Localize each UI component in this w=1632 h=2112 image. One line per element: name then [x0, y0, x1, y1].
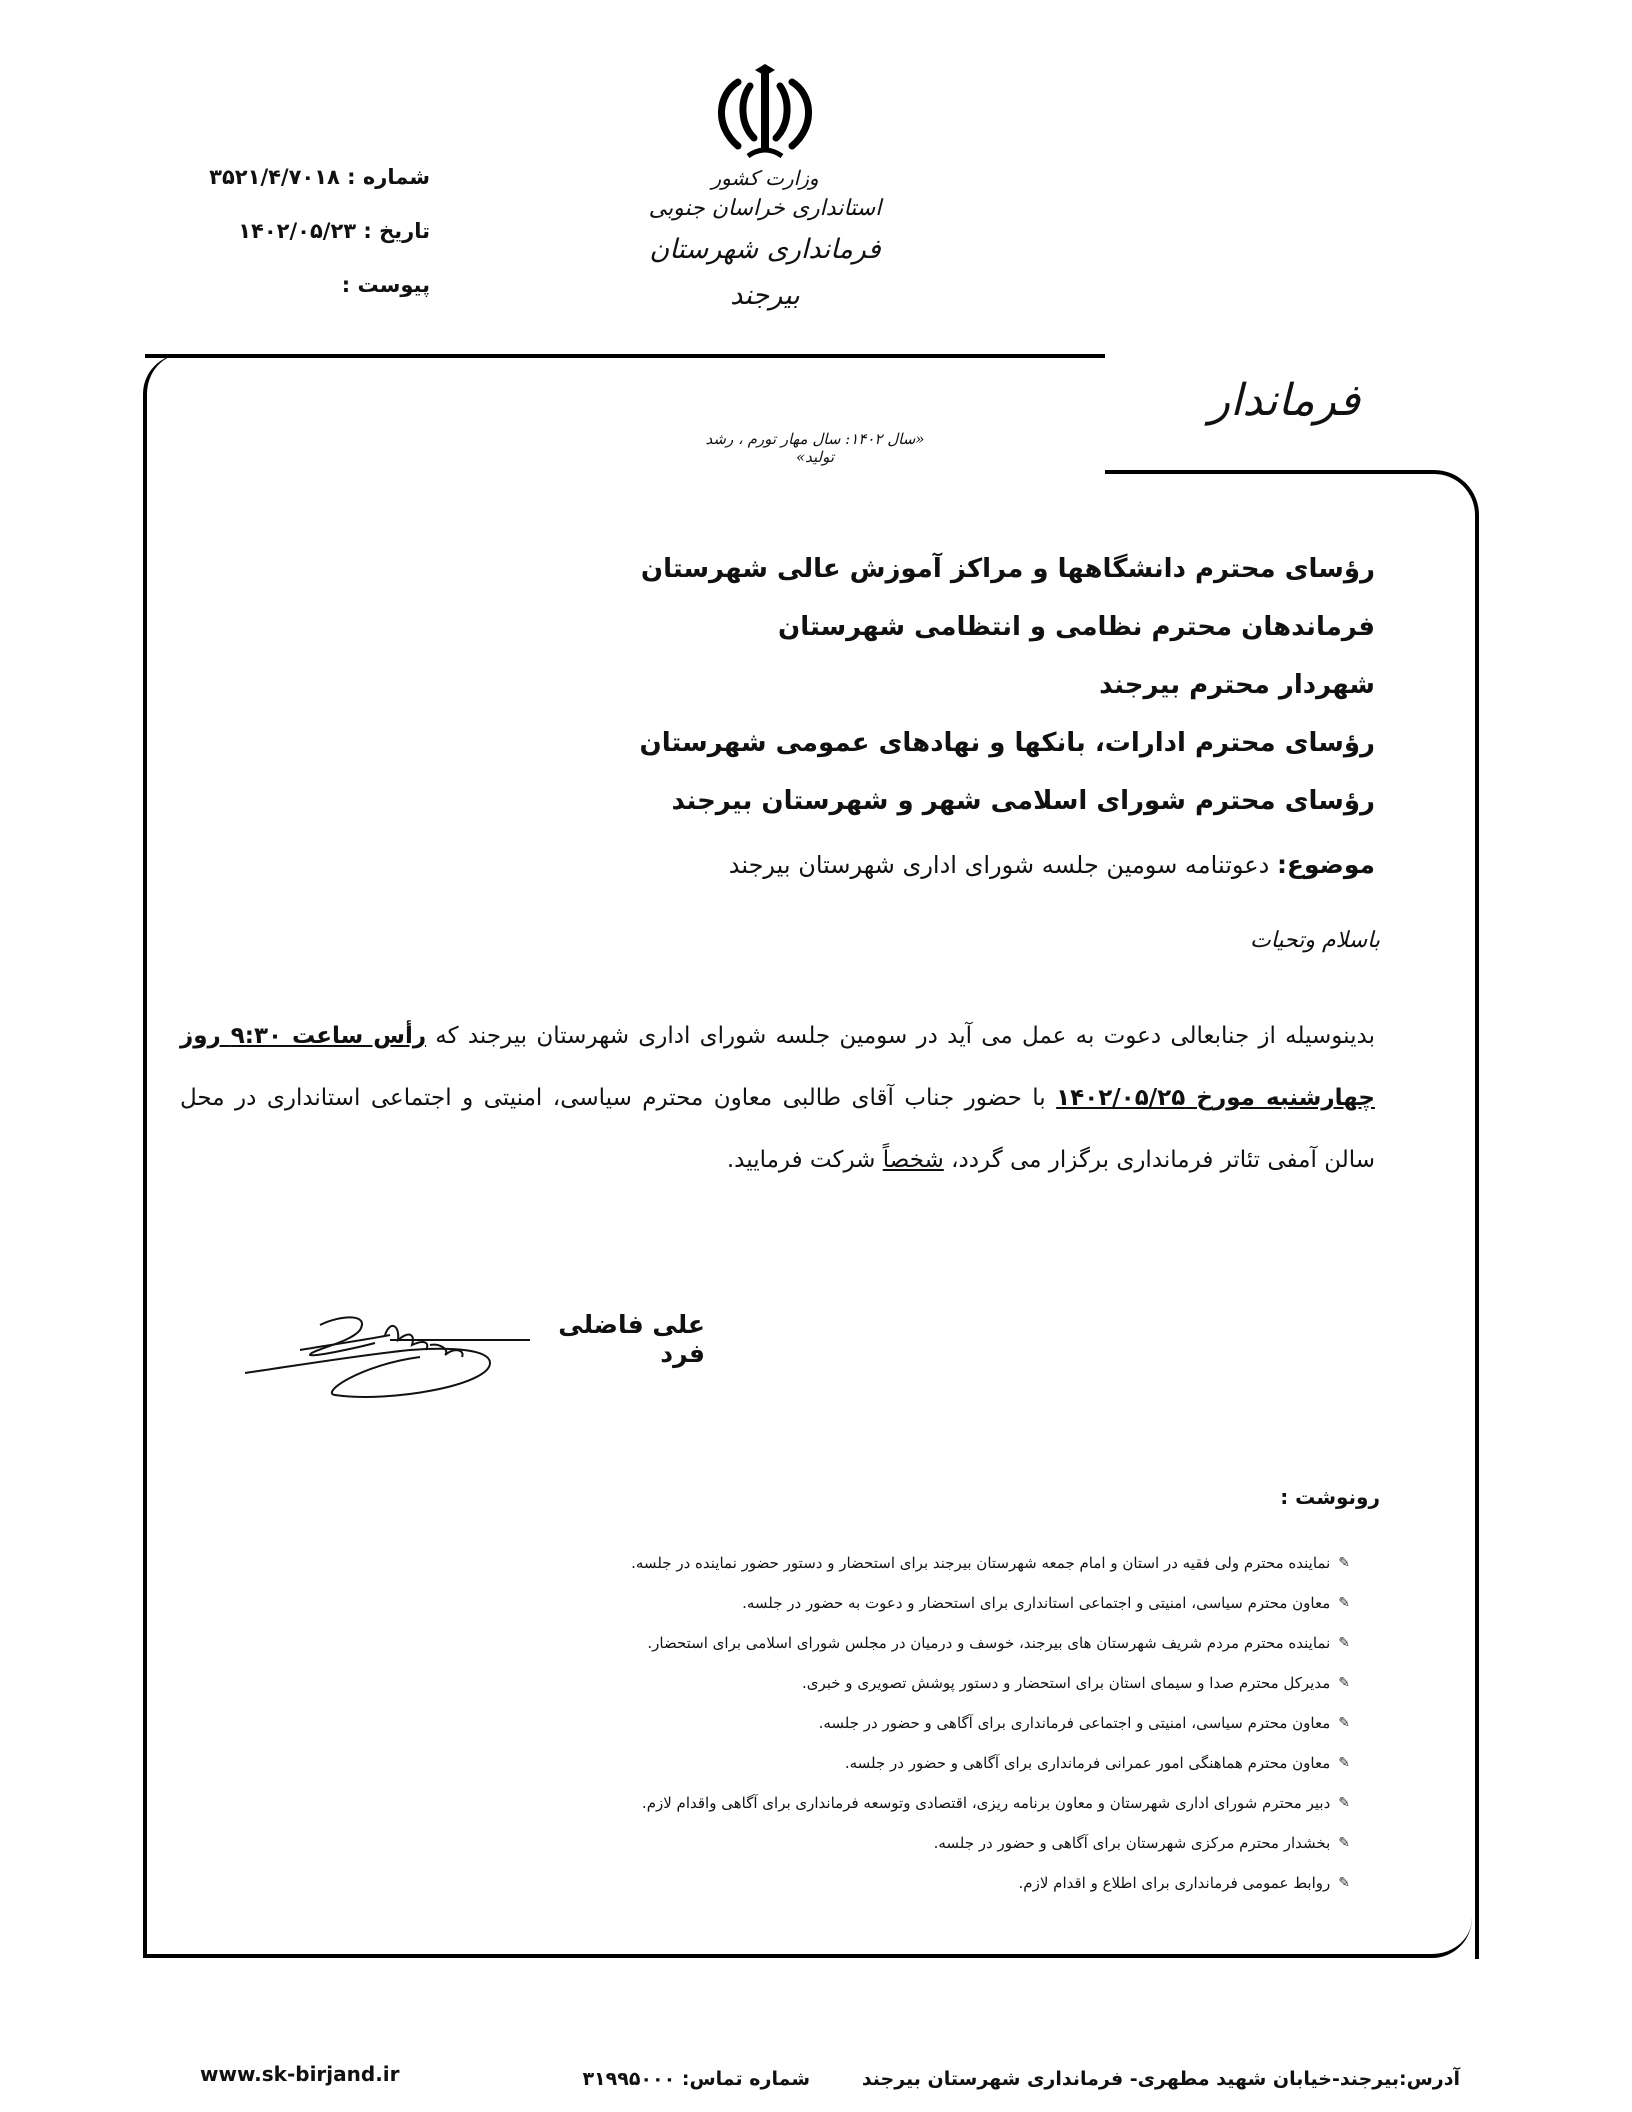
- subject-line: [700, 850, 1375, 879]
- pen-bullet-icon: ✎: [1338, 1555, 1350, 1571]
- recipients-list: [639, 540, 1375, 830]
- meeting-time-highlight: رأس ساعت ۹:۳۰ روز چهارشنبه مورخ ۱۴۰۲/۰۵/۲۵: [180, 1023, 1375, 1111]
- pen-bullet-icon: ✎: [1338, 1675, 1350, 1691]
- subject-label: موضوع:: [1276, 850, 1375, 879]
- copy-item: ✎ معاون محترم سیاسی، امنیتی و اجتماعی فرمانداری برای آگاهی و حضور در جلسه.: [818, 1714, 1350, 1732]
- governorate-name: فرمانداری شهرستان بیرجند: [649, 234, 881, 311]
- pen-bullet-icon: ✎: [1338, 1875, 1350, 1891]
- letter-attachment: پیوست :: [341, 273, 430, 297]
- recipient-line: فرماندهان محترم نظامی و انتظامی شهرستان: [778, 612, 1375, 642]
- footer-phone: شماره تماس: ۳۱۹۹۵۰۰۰: [582, 2068, 810, 2090]
- recipient-line: رؤسای محترم ادارات، بانکها و نهادهای عمومی شهرستان: [639, 728, 1375, 758]
- province-name: استانداری خراسان جنوبی: [648, 196, 882, 221]
- sender-title: فرماندار: [1208, 375, 1360, 426]
- pen-bullet-icon: ✎: [1338, 1795, 1350, 1811]
- greeting: باسلام وتحیات: [1249, 928, 1380, 953]
- letter-date: تاریخ : ۱۴۰۲/۰۵/۲۳: [238, 219, 430, 243]
- pen-bullet-icon: ✎: [1338, 1635, 1350, 1651]
- recipient-line: شهردار محترم بیرجند: [1099, 670, 1375, 700]
- letter-body: [180, 1005, 1375, 1191]
- footer-address: آدرس:بیرجند-خیابان شهید مطهری- فرمانداری شهرستان بیرجند: [861, 2068, 1460, 2090]
- copy-item: ✎ نماینده محترم مردم شریف شهرستان های بیرجند، خوسف و درمیان در مجلس شورای اسلامی برای استحضار.: [647, 1634, 1350, 1652]
- pen-bullet-icon: ✎: [1338, 1835, 1350, 1851]
- subject-text: دعوتنامه سومین جلسه شورای اداری شهرستان بیرجند: [728, 851, 1277, 879]
- issuer-block: [640, 165, 890, 319]
- signer-name: علی فاضلی فرد: [558, 1310, 705, 1368]
- pen-bullet-icon: ✎: [1338, 1755, 1350, 1771]
- body-text-3: شرکت فرمایید.: [726, 1147, 883, 1173]
- copy-item: ✎ معاون محترم سیاسی، امنیتی و اجتماعی استانداری برای استحضار و دعوت به حضور در جلسه.: [742, 1594, 1350, 1612]
- recipient-line: رؤسای محترم دانشگاهها و مراکز آموزش عالی شهرستان: [640, 554, 1375, 584]
- letter-metadata: [190, 150, 430, 312]
- copies-title: رونوشت :: [1280, 1485, 1380, 1509]
- copies-list: [480, 1543, 1350, 1903]
- recipient-line: رؤسای محترم شورای اسلامی شهر و شهرستان بیرجند: [671, 786, 1375, 816]
- ministry-name: وزارت کشور: [711, 166, 819, 190]
- copy-item: ✎ بخشدار محترم مرکزی شهرستان برای آگاهی و حضور در جلسه.: [933, 1834, 1350, 1852]
- body-text-1: بدینوسیله از جنابعالی دعوت به عمل می آید در سومین جلسه شورای اداری شهرستان بیرجند که: [426, 1023, 1375, 1049]
- body-underlined-word: شخصاً: [882, 1147, 944, 1173]
- footer-website-link[interactable]: www.sk-birjand.ir: [200, 2062, 400, 2086]
- copy-item: ✎ نماینده محترم ولی فقیه در استان و امام جمعه شهرستان بیرجند برای استحضار و دستور حضور نماینده در جلسه.: [631, 1554, 1350, 1572]
- pen-bullet-icon: ✎: [1338, 1715, 1350, 1731]
- copy-item: ✎ روابط عمومی فرمانداری برای اطلاع و اقدام لازم.: [1018, 1874, 1350, 1892]
- year-slogan: «سال ۱۴۰۲: سال مهار تورم ، رشد تولید»: [705, 430, 925, 466]
- copy-item: ✎ دبیر محترم شورای اداری شهرستان و معاون برنامه ریزی، اقتصادی وتوسعه فرمانداری برای آگاهی واقدام لازم.: [641, 1794, 1350, 1812]
- letter-number: شماره : ۳۵۲۱/۴/۷۰۱۸: [209, 165, 430, 189]
- pen-bullet-icon: ✎: [1338, 1595, 1350, 1611]
- body-text-2: با حضور جناب آقای طالبی معاون محترم سیاسی، امنیتی و اجتماعی استانداری در محل سالن آمفی تئاتر فرمانداری برگزار می گردد،: [180, 1085, 1375, 1173]
- copy-item: ✎ معاون محترم هماهنگی امور عمرانی فرمانداری برای آگاهی و حضور در جلسه.: [844, 1754, 1350, 1772]
- copy-item: ✎ مدیرکل محترم صدا و سیمای استان برای استحضار و دستور پوشش تصویری و خبری.: [801, 1674, 1350, 1692]
- iran-emblem-icon: [700, 64, 830, 169]
- handwritten-signature-icon: [240, 1295, 550, 1410]
